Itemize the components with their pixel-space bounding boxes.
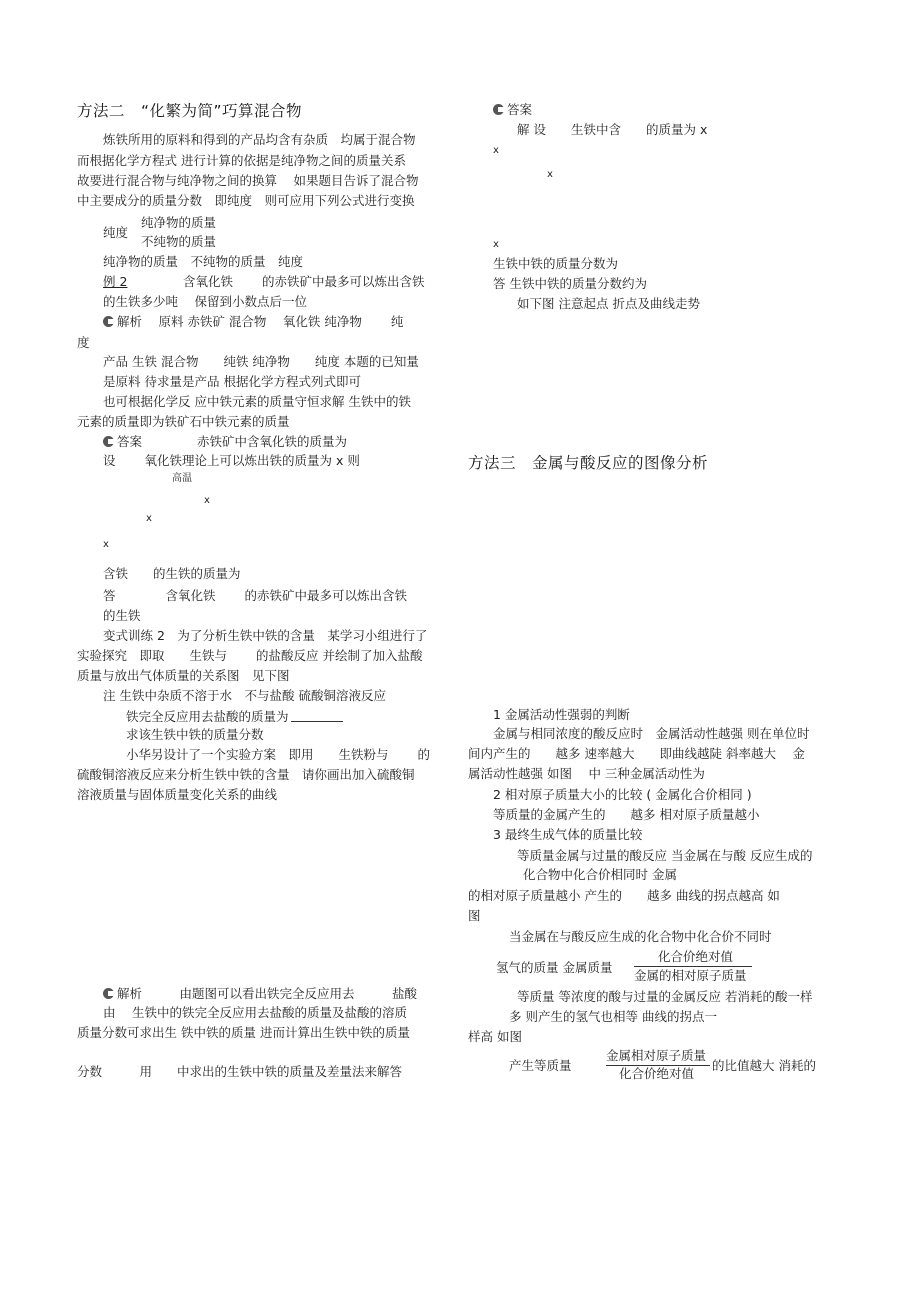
- analysis-line: 度: [77, 335, 90, 350]
- analysis-line: 元素的质量即为铁矿石中铁元素的质量: [77, 414, 290, 429]
- answer-line: 赤铁矿中含氧化铁的质量为: [197, 434, 348, 449]
- analysis-line: 由 生铁中的铁完全反应用去盐酸的质量及盐酸的溶质: [103, 1005, 407, 1020]
- paragraph-line: 故要进行混合物与纯净物之间的换算 如果题目告诉了混合物: [77, 173, 419, 188]
- formula-denominator: 化合价绝对值: [619, 1066, 695, 1081]
- answer-label: 答案: [103, 436, 142, 449]
- answer-badge-icon: [103, 436, 114, 447]
- answer-line: 的生铁: [103, 608, 141, 623]
- analysis-line: 解析 原料 赤铁矿 混合物 氧化铁 纯净物 纯: [103, 316, 403, 329]
- question-line: 求该生铁中铁的质量分数: [126, 727, 264, 742]
- analysis-line: 也可根据化学反 应中铁元素的质量守恒求解 生铁中的铁: [103, 394, 411, 409]
- purity-denominator: 不纯物的质量: [141, 234, 217, 249]
- question-line: 铁完全反应用去盐酸的质量为: [126, 710, 343, 724]
- paragraph-line: 多 则产生的氢气也相等 曲线的拐点一: [509, 1009, 717, 1024]
- answer-line: 设 氧化铁理论上可以炼出铁的质量为 x 则: [103, 453, 360, 468]
- note-line: 注 生铁中杂质不溶于水 不与盐酸 硫酸铜溶液反应: [103, 688, 386, 703]
- method-three-heading: 方法三 金属与酸反应的图像分析: [468, 454, 709, 472]
- formula-left: 产生等质量: [509, 1058, 572, 1073]
- answer-line: 答 含氧化铁 的赤铁矿中最多可以炼出含铁: [103, 588, 407, 603]
- section-title: 2 相对原子质量大小的比较 ( 金属化合价相同 ): [493, 787, 752, 802]
- variant-line: 变式训练 2 为了分析生铁中铁的含量 某学习小组进行了: [103, 628, 428, 643]
- answer-line: 答 生铁中铁的质量分数约为: [493, 276, 647, 291]
- analysis-line: 解析 由题图可以看出铁完全反应用去 盐酸: [103, 988, 417, 1001]
- question-line: 溶液质量与固体质量变化关系的曲线: [77, 787, 278, 802]
- purity-numerator: 纯净物的质量: [141, 215, 217, 230]
- analysis-badge-icon: [103, 988, 114, 999]
- formula-denominator: 金属的相对原子质量: [634, 968, 747, 983]
- analysis-line: 质量分数可求出生 铁中铁的质量 进而计算出生铁中铁的质量: [77, 1025, 410, 1040]
- variable-x: x: [204, 495, 210, 506]
- section-title: 3 最终生成气体的质量比较: [493, 827, 643, 842]
- variable-x: x: [493, 145, 499, 156]
- formula-right: 的比值越大 消耗的: [712, 1058, 816, 1073]
- variant-line: 实验探究 即取 生铁与 的盐酸反应 并绘制了加入盐酸: [77, 648, 423, 663]
- paragraph-line: 当金属在与酸反应生成的化合物中化合价不同时: [509, 929, 772, 944]
- fraction-bar: [634, 966, 752, 967]
- method-two-heading: 方法二 “化繁为简”巧算混合物: [77, 102, 303, 120]
- purity-label: 纯度: [103, 225, 129, 240]
- analysis-line: 分数 用 中求出的生铁中铁的质量及差量法来解答: [77, 1064, 403, 1079]
- example-label: 例 2: [103, 274, 128, 289]
- variable-x: x: [547, 169, 553, 180]
- paragraph-line: 的相对原子质量越小 产生的 越多 曲线的拐点越高 如: [468, 888, 780, 903]
- paragraph-line: 中主要成分的质量分数 即纯度 则可应用下列公式进行变换: [77, 193, 415, 208]
- paragraph-line: 等质量 等浓度的酸与过量的金属反应 若消耗的酸一样: [517, 989, 813, 1004]
- answer-line: 如下图 注意起点 折点及曲线走势: [517, 296, 700, 311]
- answer-line: 含铁 的生铁的质量为: [103, 566, 241, 581]
- paragraph-line: 图: [468, 908, 481, 923]
- example-text: 含氧化铁 的赤铁矿中最多可以炼出含铁: [183, 274, 425, 289]
- example-text: 的生铁多少吨 保留到小数点后一位: [103, 294, 307, 309]
- answer-label: 答案: [493, 104, 532, 117]
- analysis-line: 是原料 待求量是产品 根据化学方程式列式即可: [103, 374, 361, 389]
- paragraph-line: 等质量的金属产生的 越多 相对原子质量越小: [493, 807, 760, 822]
- condition-high-temp: 高温: [172, 473, 192, 484]
- paragraph-line: 炼铁所用的原料和得到的产品均含有杂质 均属于混合物: [103, 132, 416, 147]
- paragraph-line: 而根据化学方程式 进行计算的依据是纯净物之间的质量关系: [77, 153, 406, 168]
- variant-line: 质量与放出气体质量的关系图 见下图: [77, 668, 290, 683]
- analysis-badge-icon: [103, 316, 114, 327]
- paragraph-line: 化合物中化合价相同时 金属: [523, 867, 677, 882]
- answer-line: 生铁中铁的质量分数为: [493, 256, 619, 271]
- question-line: 硫酸铜溶液反应来分析生铁中铁的含量 请你画出加入硫酸铜: [77, 767, 415, 782]
- formula-left: 氢气的质量 金属质量: [496, 960, 613, 975]
- paragraph-line: 属活动性越强 如图 中 三种金属活动性为: [468, 766, 705, 781]
- analysis-line: 产品 生铁 混合物 纯铁 纯净物 纯度 本题的已知量: [103, 354, 419, 369]
- question-line: 小华另设计了一个实验方案 即用 生铁粉与 的: [126, 747, 430, 762]
- formula-numerator: 金属相对原子质量: [606, 1048, 707, 1063]
- purity-formula: 纯净物的质量 不纯物的质量 纯度: [103, 254, 304, 269]
- variable-x: x: [146, 513, 152, 524]
- answer-blank: [291, 710, 343, 722]
- paragraph-line: 样高 如图: [468, 1029, 522, 1044]
- paragraph-line: 金属与相同浓度的酸反应时 金属活动性越强 则在单位时: [493, 726, 810, 741]
- paragraph-line: 间内产生的 越多 速率越大 即曲线越陡 斜率越大 金: [468, 746, 805, 761]
- answer-badge-icon: [493, 104, 504, 115]
- variable-x: x: [493, 239, 499, 250]
- variable-x: x: [103, 539, 109, 550]
- paragraph-line: 等质量金属与过量的酸反应 当金属在与酸 反应生成的: [517, 848, 813, 863]
- section-title: 1 金属活动性强弱的判断: [493, 707, 630, 722]
- formula-numerator: 化合价绝对值: [658, 949, 734, 964]
- answer-line: 解 设 生铁中含 的质量为 x: [517, 122, 708, 137]
